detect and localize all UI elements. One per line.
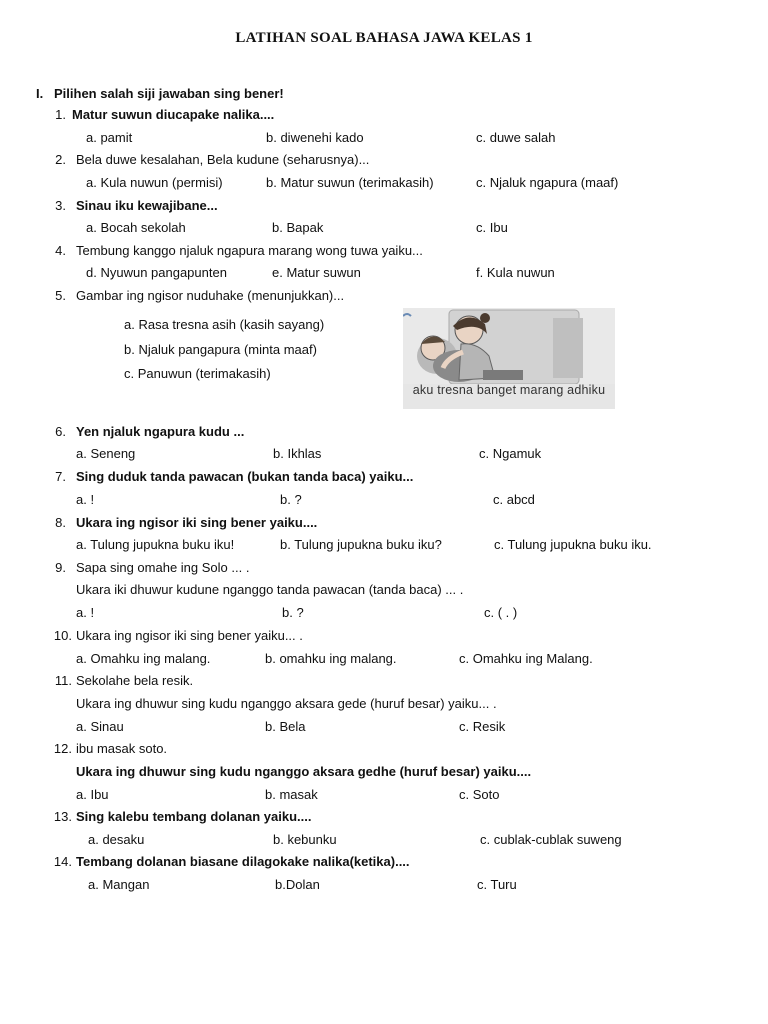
question-number: 13.: [53, 809, 72, 824]
page-title: LATIHAN SOAL BAHASA JAWA KELAS 1: [235, 30, 533, 46]
question-number: 9.: [55, 560, 66, 575]
question-number: 8.: [55, 515, 66, 530]
answer-option: a. Omahku ing malang.: [76, 651, 211, 666]
answer-option: c. Soto: [459, 787, 500, 802]
answer-option: a. Tulung jupukna buku iku!: [76, 537, 235, 552]
question-number: 1.: [55, 107, 66, 122]
answer-option: c. Omahku ing Malang.: [459, 651, 593, 666]
question-number: 11.: [54, 673, 72, 688]
image-caption: aku tresna banget marang adhiku: [412, 383, 606, 397]
answer-option: c. Panuwun (terimakasih): [124, 366, 271, 381]
question-text: ibu masak soto.: [76, 741, 168, 756]
answer-option: a. Mangan: [88, 877, 150, 892]
question-number: 7.: [55, 469, 66, 484]
answer-option: f. Kula nuwun: [476, 265, 555, 280]
question-text: Ukara ing ngisor iki sing bener yaiku....: [76, 515, 318, 530]
answer-option: c. Ngamuk: [479, 446, 542, 461]
question-text: Matur suwun diucapake nalika....: [72, 107, 275, 122]
question-text: Sekolahe bela resik.: [76, 673, 194, 688]
answer-option: c. Tulung jupukna buku iku.: [494, 537, 652, 552]
answer-option: b. Njaluk pangapura (minta maaf): [124, 342, 317, 357]
answer-option: b. Matur suwun (terimakasih): [266, 175, 434, 190]
sister-hugging-child-illustration: [403, 308, 615, 384]
answer-option: c. cublak-cublak suweng: [480, 832, 622, 847]
illustration-image: [403, 308, 615, 409]
answer-option: b. masak: [265, 787, 318, 802]
answer-option: b. diwenehi kado: [266, 130, 364, 145]
question-text-line-2: Ukara ing dhuwur sing kudu nganggo aksara gede (huruf besar) yaiku... .: [76, 696, 497, 711]
answer-option: b. omahku ing malang.: [265, 651, 397, 666]
answer-option: c. duwe salah: [476, 130, 556, 145]
question-text-line-2: Ukara iki dhuwur kudune nganggo tanda pawacan (tanda baca) ... .: [76, 582, 464, 597]
answer-option: b. Ikhlas: [273, 446, 322, 461]
question-number: 10.: [53, 628, 72, 643]
question-number: 4.: [55, 243, 66, 258]
question-text: Sinau iku kewajibane...: [76, 198, 218, 213]
answer-option: a. desaku: [88, 832, 145, 847]
answer-option: a. Ibu: [76, 787, 109, 802]
answer-option: a. Sinau: [76, 719, 124, 734]
answer-option: a. pamit: [86, 130, 133, 145]
question-text: Ukara ing ngisor iki sing bener yaiku... .: [76, 628, 303, 643]
question-number: 3.: [55, 198, 66, 213]
answer-option: a. Kula nuwun (permisi): [86, 175, 223, 190]
question-text: Tembung kanggo njaluk ngapura marang wong tuwa yaiku...: [76, 243, 423, 258]
question-number: 5.: [55, 288, 66, 303]
answer-option: d. Nyuwun pangapunten: [86, 265, 227, 280]
answer-option: c. ( . ): [484, 605, 518, 620]
question-number: 12.: [53, 741, 72, 756]
question-text: Gambar ing ngisor nuduhake (menunjukkan)...: [76, 288, 345, 303]
question-number: 6.: [55, 424, 66, 439]
question-number: 2.: [55, 152, 66, 167]
answer-option: a. !: [76, 492, 95, 507]
answer-option: b. ?: [282, 605, 304, 620]
question-text: Sing kalebu tembang dolanan yaiku....: [76, 809, 312, 824]
question-text: Bela duwe kesalahan, Bela kudune (seharusnya)...: [76, 152, 370, 167]
answer-option: e. Matur suwun: [272, 265, 361, 280]
answer-option: a. !: [76, 605, 95, 620]
answer-option: b. kebunku: [273, 832, 337, 847]
question-number: 14.: [53, 854, 72, 869]
answer-option: b. ?: [280, 492, 302, 507]
answer-option: b. Tulung jupukna buku iku?: [280, 537, 442, 552]
question-text: Yen njaluk ngapura kudu ...: [76, 424, 245, 439]
answer-option: a. Seneng: [76, 446, 136, 461]
question-text: Sing duduk tanda pawacan (bukan tanda baca) yaiku...: [76, 469, 414, 484]
answer-option: b. Bapak: [272, 220, 324, 235]
section-number: I.: [36, 86, 44, 101]
answer-option: a. Bocah sekolah: [86, 220, 186, 235]
question-text: Tembang dolanan biasane dilagokake nalika(ketika)....: [76, 854, 410, 869]
answer-option: c. Ibu: [476, 220, 508, 235]
answer-option: c. Turu: [477, 877, 517, 892]
answer-option: c. abcd: [493, 492, 535, 507]
question-text: Sapa sing omahe ing Solo ... .: [76, 560, 250, 575]
answer-option: c. Njaluk ngapura (maaf): [476, 175, 619, 190]
answer-option: b. Bela: [265, 719, 306, 734]
answer-option: b.Dolan: [275, 877, 320, 892]
answer-option: a. Rasa tresna asih (kasih sayang): [124, 317, 325, 332]
question-text-line-2: Ukara ing dhuwur sing kudu nganggo aksara gedhe (huruf besar) yaiku....: [76, 764, 532, 779]
answer-option: c. Resik: [459, 719, 506, 734]
section-instruction: Pilihen salah siji jawaban sing bener!: [54, 86, 284, 101]
